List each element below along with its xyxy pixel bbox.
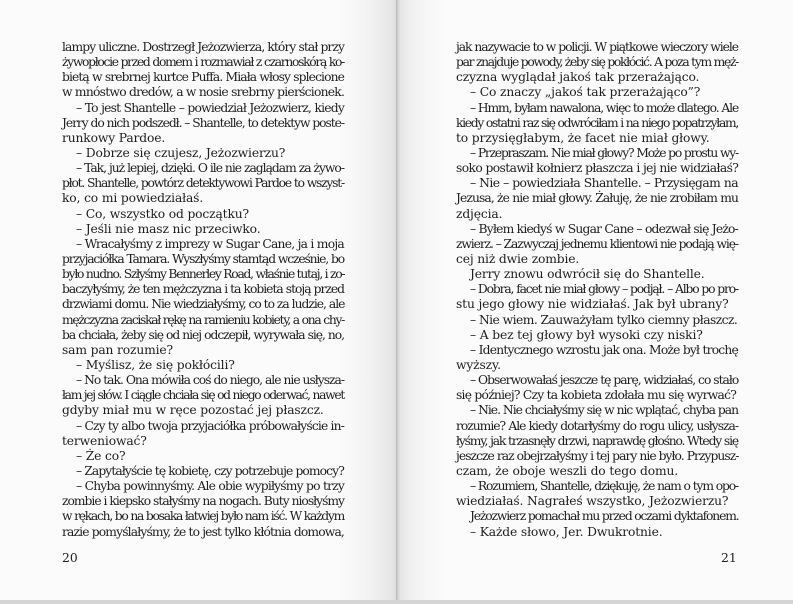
text-line: – Jeśli nie masz nic przeciwko. — [76, 221, 261, 236]
text-line: – Byłem kiedyś w Sugar Cane – odezwał się Jeżo- — [470, 221, 738, 236]
text-line: – Wracałyśmy z imprezy w Sugar Cane, ja i moja — [76, 236, 344, 251]
text-line: terweniować? — [62, 433, 147, 448]
text-line: – Czy ty albo twoja przyjaciółka próbowałyście in- — [76, 418, 344, 433]
text-line: sam pan rozumie? — [62, 342, 173, 357]
text-line: zwierz. – Zazwyczaj jednemu klientowi nie podają wię- — [456, 236, 738, 251]
text-line: – Przepraszam. Nie miał głowy? Może po prostu wy- — [470, 145, 738, 160]
text-line: baczyłyśmy, że ten mężczyzna i ta kobieta stoją przed — [62, 282, 344, 297]
left-page-text — [62, 40, 344, 540]
text-line: ba chciała, żeby się od niej odczepił, wyrywała się, no, — [62, 327, 344, 342]
text-line: jak nazywacie to w policji. W piątkowe wieczory wiele — [456, 40, 738, 54]
text-line: jeszcze raz obejrzałyśmy i tej pary nie było. Przypusz- — [456, 448, 739, 463]
text-line: runkowy Pardoe. — [62, 130, 166, 145]
text-line: – Dobra, facet nie miał głowy – podjął. – Albo po pro- — [470, 282, 738, 297]
text-line: gdyby miał mu w ręce pozostać jej płaszcz. — [62, 403, 324, 418]
text-line: Jeżozwierz pomachał mu przed oczami dyktafonem. — [470, 509, 739, 524]
text-line: rozumie? Ale kiedy dotarłyśmy do rogu ulicy, usłysza- — [456, 418, 738, 433]
text-line: wyższy. — [456, 357, 501, 372]
text-line: płot. Shantelle, powtórz detektywowi Pardoe to wszyst- — [62, 176, 344, 191]
text-line: – Co, wszystko od początku? — [76, 206, 249, 221]
text-line: stu jego głowy nie widziałaś. Jak był ubrany? — [456, 297, 729, 312]
text-line: w mnóstwo dredów, a w nosie srebrny pierścionek. — [62, 85, 345, 100]
text-line: żywopłocie przed domem i rozmawiał z czarnoskórą ko- — [62, 55, 344, 70]
text-line: – Że co? — [76, 448, 126, 463]
text-line: – Co znaczy „jakoś tak przerażająco”? — [470, 85, 701, 100]
text-line: – Nie. Nie chciałyśmy się w nic wplątać, chyba pan — [470, 403, 738, 418]
text-line: – Hmm, byłam nawalona, więc to może dlatego. Ale — [470, 100, 739, 115]
text-line: – Chyba powinnyśmy. Ale obie wypiłyśmy po trzy — [76, 479, 344, 494]
right-page-text — [456, 40, 738, 540]
text-line: bietą w srebrnej kurtce Puffa. Miała włosy splecione — [62, 70, 344, 85]
text-line: czam, że oboje weszli do tego domu. — [456, 463, 678, 478]
text-line: – To jest Shantelle – powiedział Jeżozwierz, kiedy — [76, 100, 344, 115]
text-line: łam jej słów. I ciągle chciała się od niego oderwać, nawet — [62, 388, 344, 403]
text-line: Jezusa, że nie miał głowy. Żałuję, że nie zrobiłam mu — [456, 191, 738, 206]
text-line: zdjęcia. — [456, 206, 503, 221]
text-line: – Zapytałyście tę kobietę, czy potrzebuje pomocy? — [76, 463, 344, 478]
text-line: drzwiami domu. Nie wiedziałyśmy, co to za ludzie, ale — [62, 297, 345, 312]
text-line: łyśmy, jak trzasnęły drzwi, naprawdę głośno. Wtedy się — [456, 433, 738, 448]
text-line: kiedy ostatni raz się odwróciłam i na niego popatrzyłam, — [456, 115, 738, 130]
text-line: – Obserwowałaś jeszcze tę parę, widziałaś, co stało — [470, 373, 739, 388]
left-page — [0, 0, 397, 600]
text-line: razie pomyślałyśmy, że to jest tylko kłótnia domowa, — [62, 524, 344, 539]
text-line: Jerry do nich podszedł. – Shantelle, to detektyw poste- — [62, 115, 344, 130]
text-line: zombie i kiepsko stałyśmy na nogach. Buty niosłyśmy — [62, 494, 344, 509]
text-line: – A bez tej głowy był wysoki czy niski? — [470, 327, 703, 342]
text-line: to przysięgłabym, że facet nie miał głowy. — [456, 130, 710, 145]
text-line: wiedziałaś. Nagrałeś wszystko, Jeżozwierzu? — [456, 494, 729, 509]
text-line: par znajduje powody, żeby się pokłócić. A poza tym męż- — [456, 55, 738, 70]
text-line: – Nie – powiedziała Shantelle. – Przysięgam na — [470, 176, 738, 191]
text-line: – Identycznego wzrostu jak ona. Może był trochę — [470, 342, 738, 357]
text-line: ko, co mi powiedziałaś. — [62, 191, 204, 206]
text-line: – Każde słowo, Jer. Dwukrotnie. — [470, 524, 663, 539]
text-line: czyzna wyglądał jakoś tak przerażająco. — [456, 70, 700, 85]
text-line: lampy uliczne. Dostrzegł Jeżozwierza, który stał przy — [62, 40, 345, 54]
text-line: – Rozumiem, Shantelle, dziękuję, że nam o tym opo- — [470, 479, 738, 494]
text-line: mężczyzna zaciskał rękę na ramieniu kobiety, a ona chy- — [62, 312, 344, 327]
text-line: przyjaciółka Tamara. Wyszłyśmy stamtąd wcześnie, bo — [62, 251, 344, 266]
page-number-right: 21 — [721, 551, 737, 565]
text-line: – No tak. Ona mówiła coś do niego, ale nie usłysza- — [76, 373, 344, 388]
text-line: – Nie wiem. Zauważyłam tylko ciemny płaszcz. — [470, 312, 738, 327]
page-number-left: 20 — [62, 551, 78, 565]
text-line: było nudno. Szłyśmy Bennerley Road, właśnie tutaj, i zo- — [62, 267, 345, 282]
text-line: cej niż dwie zombie. — [456, 251, 580, 266]
right-page — [397, 0, 793, 600]
text-line: – Myślisz, że się pokłócili? — [76, 357, 235, 372]
text-line: – Dobrze się czujesz, Jeżozwierzu? — [76, 145, 286, 160]
text-line: soko postawił kołnierz płaszcza i jej nie widziałaś? — [456, 161, 739, 176]
page-bottom-edge — [0, 600, 793, 604]
text-line: w rękach, bo na bosaka łatwiej było nam iść. W każdym — [62, 509, 344, 524]
text-line: się później? Czy ta kobieta zdołała mu się wyrwać? — [456, 388, 737, 403]
text-line: Jerry znowu odwrócił się do Shantelle. — [470, 267, 705, 282]
text-line: – Tak, już lepiej, dzięki. O ile nie zaglądam za żywo- — [76, 161, 344, 176]
